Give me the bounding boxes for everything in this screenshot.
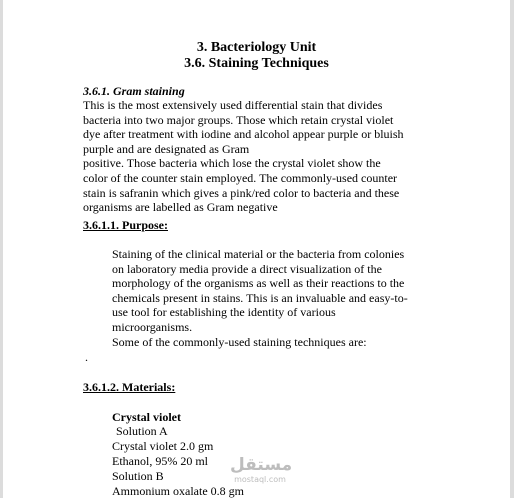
material-item: Ammonium oxalate 0.8 gm	[112, 484, 244, 498]
paragraph-line: morphology of the organisms as well as their reactions to the	[112, 276, 405, 291]
paragraph-line: stain is safranin which gives a pink/red color to bacteria and these	[83, 185, 400, 200]
material-item: Crystal violet 2.0 gm	[112, 439, 214, 453]
paragraph-line: microorganisms.	[112, 319, 193, 334]
watermark-latin: mostaql.com	[234, 475, 286, 484]
document-subtitle: 3.6. Staining Techniques	[184, 56, 329, 71]
paragraph-line: purple and are designated as Gram	[83, 141, 250, 156]
paragraph-line: Staining of the clinical material or the bacteria from colonies	[112, 247, 405, 261]
crystal-violet-heading: Crystal violet	[112, 410, 181, 424]
paragraph-line: chemicals present in stains. This is an invaluable and easy-to-	[112, 290, 408, 305]
purpose-paragraph	[112, 247, 442, 349]
material-item: Solution B	[112, 469, 164, 483]
document-page	[3, 0, 510, 498]
paragraph-line: on laboratory media provide a direct visualization of the	[112, 261, 382, 276]
paragraph-line: bacteria into two major groups. Those which retain crystal violet	[83, 112, 394, 127]
paragraph-line: dye after treatment with iodine and alcohol appear purple or bluish	[83, 127, 404, 142]
material-item: Ethanol, 95% 20 ml	[112, 454, 208, 468]
purpose-heading: 3.6.1.1. Purpose:	[83, 218, 168, 232]
right-gutter	[510, 0, 514, 498]
stray-dot: .	[85, 350, 88, 364]
gram-staining-paragraph	[83, 98, 433, 215]
gram-staining-heading: 3.6.1. Gram staining	[83, 84, 185, 98]
paragraph-line: use tool for establishing the identity of various	[112, 305, 336, 320]
paragraph-line: color of the counter stain employed. The commonly-used counter	[83, 170, 398, 185]
mostaql-watermark	[230, 455, 293, 484]
paragraph-line: This is the most extensively used differential stain that divides	[83, 98, 383, 112]
paragraph-line: positive. Those bacteria which lose the crystal violet show the	[83, 156, 381, 171]
document-title: 3. Bacteriology Unit	[196, 40, 317, 55]
material-item: Solution A	[116, 424, 168, 438]
paragraph-line: organisms are labelled as Gram negative	[83, 200, 278, 215]
watermark-arabic: مستقل	[230, 455, 293, 475]
materials-heading: 3.6.1.2. Materials:	[83, 380, 176, 394]
paragraph-line: Some of the commonly-used staining techniques are:	[112, 334, 367, 349]
